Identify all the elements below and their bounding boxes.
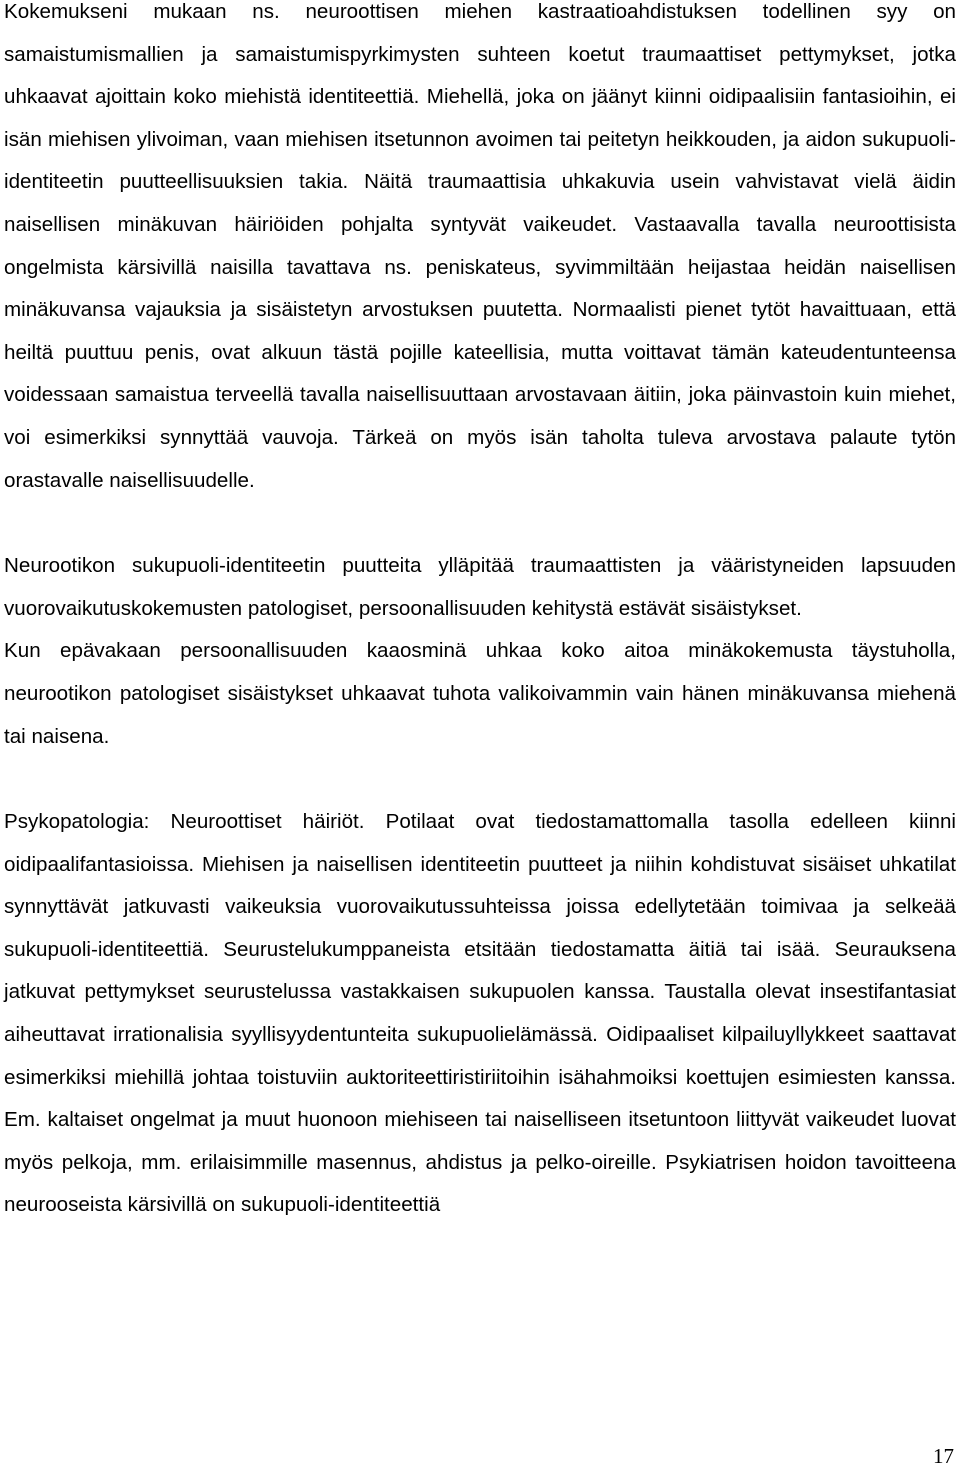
paragraph-castration-anxiety: Kokemukseni mukaan ns. neuroottisen miehen kastraatioahdistuksen todellinen syy on samaistumismallien ja samaistumispyrkimysten suhteen koetut traumaattiset pettymykset, jotka uhkaavat ajoittain koko miehistä identiteettiä. Miehellä, joka on jäänyt kiinni oidipaalisiin fantasioihin, ei isän miehisen ylivoiman, vaan miehisen itsetunnon avoimen tai peitetyn heikkouden, ja aidon sukupuoli-identiteetin puutteellisuuksien takia. Näitä traumaattisia uhkakuvia usein vahvistavat vielä äidin naisellisen minäkuvan häiriöiden pohjalta syntyvät vaikeudet. Vastaavalla tavalla neuroottisista ongelmista kärsivillä naisilla tavattava ns. peniskateus, syvimmiltään heijastaa heidän naisellisen minäkuvansa vajauksia ja sisäistetyn arvostuksen puutetta. Normaalisti pienet tytöt havaittuaan, että heiltä puuttuu penis, ovat alkuun tästä pojille kateellisia, mutta voittavat tämän kateudentunteensa voidessaan samaistua terveellä tavalla naisellisuuttaan arvostavaan äitiin, joka päinvastoin kuin miehet, voi esimerkiksi synnyttää vauvoja. Tärkeä on myös isän taholta tuleva arvostava palaute tytön orastavalle naisellisuudelle.	[4, 0, 956, 492]
paragraph-psychopathology: Psykopatologia: Neuroottiset häiriöt. Potilaat ovat tiedostamattomalla tasolla edelleen kiinni oidipaalifantasioissa. Miehisen ja naisellisen identiteetin puutteet ja niihin kohdistuvat sisäiset uhkatilat synnyttävät jatkuvasti vaikeuksia vuorovaikutussuhteissa joissa edellytetään toimivaa ja selkeää sukupuoli-identiteettiä. Seurustelukumppaneista etsitään tiedostamatta äitiä tai isää. Seurauksena jatkuvat pettymykset seurustelussa vastakkaisen sukupuolen kanssa. Taustalla olevat insestifantasiat aiheuttavat irrationalisia syyllisyydentunteita sukupuolielämässä. Oidipaaliset kilpailuyllykkeet saattavat esimerkiksi miehillä johtaa toistuviin auktoriteettiristiriitoihin isähahmoiksi koettujen esimiesten kanssa. Em. kaltaiset ongelmat ja muut huonoon miehiseen tai naiselliseen itsetuntoon liittyvät vaikeudet luovat myös pelkoja, mm. erilaisimmille masennus, ahdistus ja pelko-oireille. Psykiatrisen hoidon tavoitteena neurooseista kärsivillä on sukupuoli-identiteettiä	[4, 810, 956, 1217]
paragraph-pathological-internalizations: Kun epävakaan persoonallisuuden kaaosminä uhkaa koko aitoa minäkokemusta täystuholla, neurootikon patologiset sisäistykset uhkaavat tuhota valikoivammin vain hänen minäkuvansa miehenä tai naisena.	[4, 639, 956, 748]
paragraph-spacer	[4, 502, 956, 545]
paragraph-gender-identity-deficits: Neurootikon sukupuoli-identiteetin puutteita ylläpitää traumaattisten ja vääristyneiden lapsuuden vuorovaikutuskokemusten patologiset, persoonallisuuden kehitystä estävät sisäistykset.	[4, 554, 956, 620]
paragraph-spacer	[4, 758, 956, 801]
page-number: 17	[933, 1444, 954, 1468]
